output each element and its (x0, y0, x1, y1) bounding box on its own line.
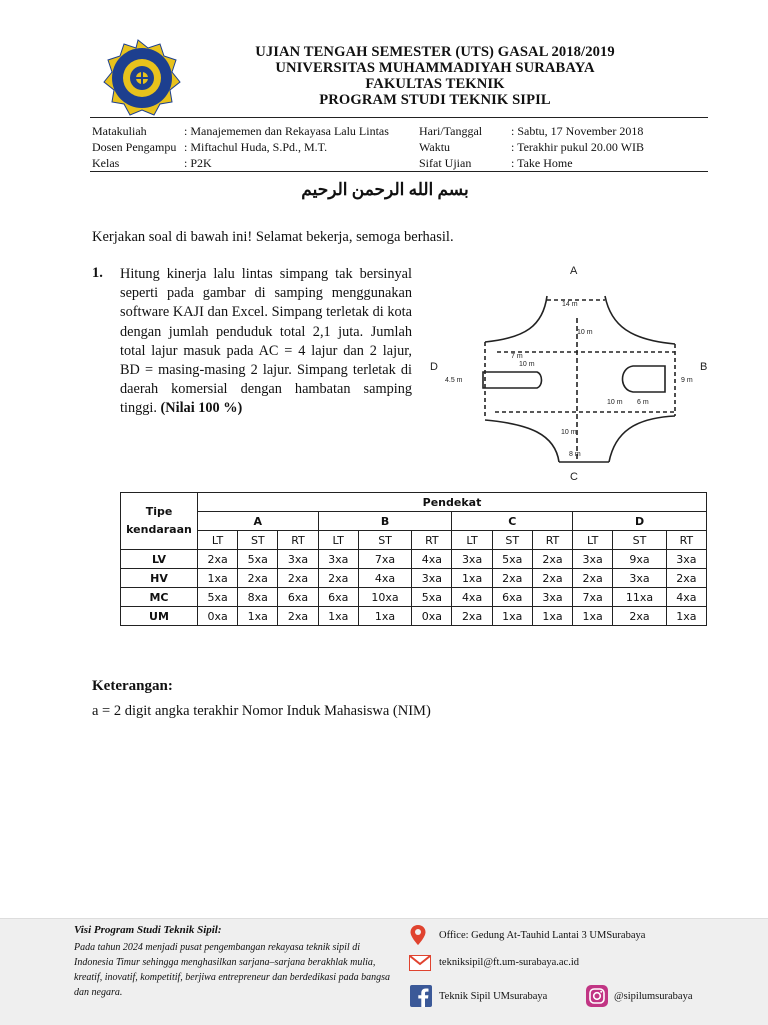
volume-cell: 10xa (358, 588, 411, 607)
volume-cell: 4xa (452, 588, 492, 607)
volume-cell: 4xa (666, 588, 706, 607)
movement-header: ST (492, 531, 532, 550)
volume-cell: 3xa (613, 569, 666, 588)
movement-header: ST (238, 531, 278, 550)
movement-header: LT (452, 531, 492, 550)
volume-cell: 1xa (573, 607, 613, 626)
volume-cell: 3xa (318, 550, 358, 569)
university-name: UNIVERSITAS MUHAMMADIYAH SURABAYA (275, 60, 595, 76)
approach-header: C (452, 512, 573, 531)
question-mark: (Nilai 100 %) (160, 400, 243, 417)
dim-label: 14 m (562, 301, 578, 308)
location-pin-icon (410, 925, 426, 945)
vehicle-type-cell: LV (121, 550, 198, 569)
movement-header: RT (532, 531, 572, 550)
info-key: Matakuliah (92, 124, 147, 138)
exam-header (190, 44, 680, 108)
volume-cell: 5xa (412, 588, 452, 607)
movement-header: LT (198, 531, 238, 550)
vision-title: Visi Program Studi Teknik Sipil: (74, 924, 222, 936)
dim-label: 6 m (637, 399, 649, 406)
volume-cell: 1xa (198, 569, 238, 588)
volume-cell: 2xa (278, 607, 318, 626)
volume-cell: 1xa (532, 607, 572, 626)
info-value: : Manajememen dan Rekayasa Lalu Lintas (184, 124, 389, 138)
info-key: Kelas (92, 156, 120, 170)
volume-cell: 3xa (666, 550, 706, 569)
volume-cell: 5xa (492, 550, 532, 569)
header-divider-top (90, 117, 708, 118)
info-key: Sifat Ujian (419, 156, 472, 170)
table-row (121, 607, 707, 626)
volume-cell: 3xa (412, 569, 452, 588)
movement-header: LT (573, 531, 613, 550)
volume-cell: 2xa (573, 569, 613, 588)
volume-cell: 1xa (452, 569, 492, 588)
dim-label: 4.5 m (445, 377, 463, 384)
dim-label: 10 m (561, 429, 577, 436)
notes-title: Keterangan: (92, 678, 173, 694)
notes-body: a = 2 digit angka terakhir Nomor Induk Mahasiswa (NIM) (92, 703, 431, 719)
volume-cell: 2xa (532, 569, 572, 588)
info-value: : Miftachul Huda, S.Pd., M.T. (184, 140, 328, 154)
movement-header: ST (358, 531, 411, 550)
intersection-diagram (425, 262, 715, 484)
question-text (120, 265, 412, 419)
info-row (419, 123, 719, 139)
info-row (92, 123, 412, 139)
volume-cell: 6xa (278, 588, 318, 607)
question-body: Hitung kinerja lalu lintas simpang tak bersinyal seperti pada gambar di samping menggunakan software KAJI dan Excel. Simpang terletak di kota dengan jumlah penduduk total 2,1 juta. Jumlah total lajur masuk pada AC = 4 lajur dan 2 lajur, BD = masing-masing 2 lajur. Simpang terletak di daerah komersial dengan hambatan samping tinggi. (120, 266, 412, 417)
table-header-row (121, 493, 707, 512)
dim-label: 9 m (681, 377, 693, 384)
dim-label: 8 m (569, 451, 581, 458)
movement-header: RT (412, 531, 452, 550)
volume-cell: 11xa (613, 588, 666, 607)
movement-header: RT (666, 531, 706, 550)
mail-icon (409, 955, 431, 971)
vehicle-type-cell: HV (121, 569, 198, 588)
approach-label-c: C (570, 471, 578, 483)
volume-cell: 2xa (613, 607, 666, 626)
volume-cell: 2xa (492, 569, 532, 588)
vehicle-volume-table (120, 492, 707, 626)
table-row (121, 588, 707, 607)
vision-text: Pada tahun 2024 menjadi pusat pengembangan rekayasa teknik sipil di Indonesia Timur sehingga menghasilkan sarjana–sarjana berakhlak mulia, kreatif, inovatif, kompetitif, berjiwa entrepreneur dan berdedikasi pada bangsa dan negara. (74, 942, 390, 998)
volume-cell: 2xa (198, 550, 238, 569)
volume-cell: 0xa (412, 607, 452, 626)
volume-cell: 1xa (238, 607, 278, 626)
table-row (121, 569, 707, 588)
course-info (92, 123, 412, 171)
exam-schedule-info (419, 123, 719, 171)
volume-cell: 2xa (452, 607, 492, 626)
approach-header: B (318, 512, 452, 531)
question-number: 1. (92, 265, 103, 281)
program-name: PROGRAM STUDI TEKNIK SIPIL (319, 92, 551, 108)
info-row (419, 155, 719, 171)
info-row (419, 139, 719, 155)
volume-cell: 5xa (238, 550, 278, 569)
instagram-link[interactable]: @sipilumsurabaya (614, 991, 693, 1002)
volume-cell: 6xa (318, 588, 358, 607)
volume-cell: 4xa (358, 569, 411, 588)
approach-header: D (573, 512, 707, 531)
volume-cell: 0xa (198, 607, 238, 626)
header-tipe: Tipe kendaraan (121, 493, 198, 550)
header-pendekat: Pendekat (198, 493, 707, 512)
approach-label-a: A (570, 265, 578, 277)
table-header-row (121, 531, 707, 550)
volume-cell: 3xa (452, 550, 492, 569)
volume-cell: 8xa (238, 588, 278, 607)
university-logo (90, 38, 186, 118)
info-value: : Terakhir pukul 20.00 WIB (511, 140, 645, 154)
volume-cell: 1xa (358, 607, 411, 626)
info-row (92, 139, 412, 155)
info-value: : Take Home (511, 156, 573, 170)
volume-cell: 9xa (613, 550, 666, 569)
volume-cell: 5xa (198, 588, 238, 607)
movement-header: LT (318, 531, 358, 550)
dim-label: 10 m (607, 399, 623, 406)
volume-cell: 3xa (573, 550, 613, 569)
volume-cell: 7xa (573, 588, 613, 607)
info-value: : P2K (184, 156, 212, 170)
info-key: Hari/Tanggal (419, 124, 483, 138)
dim-label: 7 m (511, 353, 523, 360)
info-row (92, 155, 412, 171)
curb-bottom-right (609, 416, 675, 462)
vehicle-type-cell: UM (121, 607, 198, 626)
volume-cell: 2xa (318, 569, 358, 588)
instagram-icon (586, 985, 608, 1007)
office-address: Office: Gedung At-Tauhid Lantai 3 UMSurabaya (439, 930, 646, 941)
table-header-row (121, 512, 707, 531)
volume-cell: 2xa (532, 550, 572, 569)
volume-cell: 2xa (278, 569, 318, 588)
volume-cell: 6xa (492, 588, 532, 607)
approach-label-d: D (430, 361, 438, 373)
curb-top-left (485, 296, 547, 342)
curb-bottom-left (485, 420, 559, 462)
curb-top-right (605, 296, 675, 344)
exam-title: UJIAN TENGAH SEMESTER (UTS) GASAL 2018/2019 (255, 44, 615, 60)
volume-cell: 1xa (492, 607, 532, 626)
facebook-link[interactable]: Teknik Sipil UMsurabaya (439, 991, 548, 1002)
volume-cell: 4xa (412, 550, 452, 569)
info-value: : Sabtu, 17 November 2018 (511, 124, 644, 138)
movement-header: ST (613, 531, 666, 550)
info-key: Dosen Pengampu (92, 140, 177, 154)
table-body (121, 550, 707, 626)
volume-cell: 3xa (278, 550, 318, 569)
dim-label: 10 m (519, 361, 535, 368)
volume-cell: 2xa (238, 569, 278, 588)
movement-header: RT (278, 531, 318, 550)
faculty-name: FAKULTAS TEKNIK (365, 76, 505, 92)
volume-cell: 7xa (358, 550, 411, 569)
instruction-text: Kerjakan soal di bawah ini! Selamat bekerja, semoga berhasil. (92, 229, 454, 245)
approach-label-b: B (700, 361, 708, 373)
header-divider-bottom (90, 171, 708, 172)
volume-cell: 3xa (532, 588, 572, 607)
info-key: Waktu (419, 140, 451, 154)
volume-cell: 2xa (666, 569, 706, 588)
bismillah: بسم الله الرحمن الرحيم (301, 180, 469, 199)
volume-cell: 1xa (666, 607, 706, 626)
email-link[interactable]: tekniksipil@ft.um-surabaya.ac.id (439, 957, 580, 968)
volume-cell: 1xa (318, 607, 358, 626)
facebook-icon (410, 985, 432, 1007)
table-row (121, 550, 707, 569)
vehicle-type-cell: MC (121, 588, 198, 607)
dim-label: 10 m (577, 329, 593, 336)
approach-header: A (198, 512, 319, 531)
